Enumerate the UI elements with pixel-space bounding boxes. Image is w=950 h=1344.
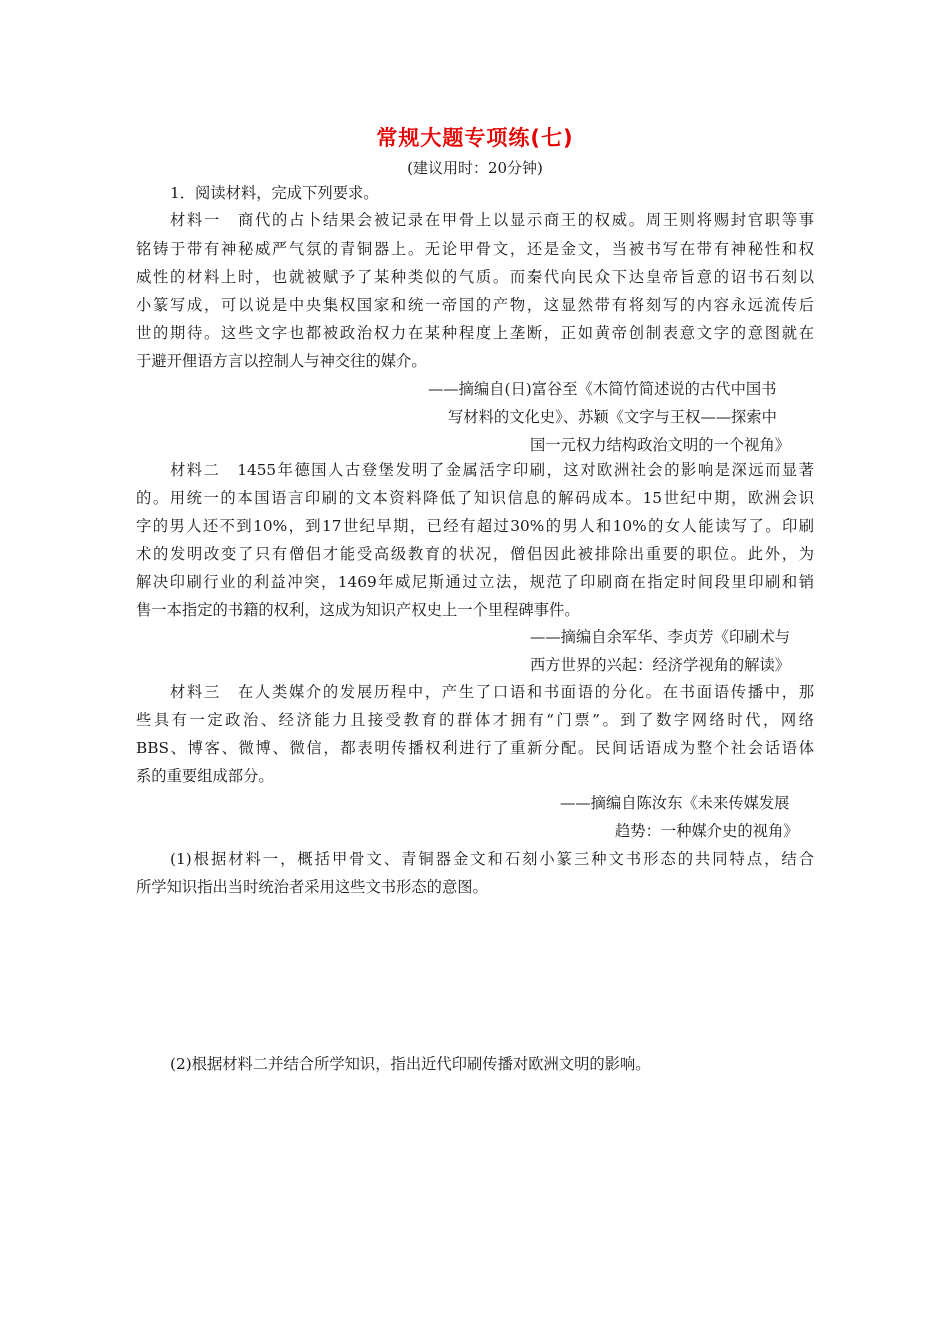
material1-line: 小篆写成，可以说是中央集权国家和统一帝国的产物，这显然带有将刻写的内容永远流传后 — [136, 296, 814, 314]
material1-source: ——摘编自(日)富谷至《木简竹简述说的古代中国书 — [428, 380, 777, 398]
material3-line: 些具有一定政治、经济能力且接受教育的群体才拥有“门票”。到了数字网络时代，网络 — [136, 711, 814, 729]
material2-line: 术的发明改变了只有僧侣才能受高级教育的状况，僧侣因此被排除出重要的职位。此外，为 — [136, 545, 814, 563]
material3-line: BBS、博客、微博、微信，都表明传播权利进行了重新分配。民间话语成为整个社会话语体 — [136, 739, 814, 757]
material3-source: 趋势：一种媒介史的视角》 — [615, 822, 799, 840]
question-2: (2)根据材料二并结合所学知识，指出近代印刷传播对欧洲文明的影响。 — [170, 1055, 651, 1073]
material3-line: 系的重要组成部分。 — [136, 767, 274, 785]
material3-source: ——摘编自陈汝东《未来传媒发展 — [560, 794, 790, 812]
material1-source: 国一元权力结构政治文明的一个视角》 — [530, 436, 791, 454]
material2-line: 解决印刷行业的利益冲突，1469年威尼斯通过立法，规范了印刷商在指定时间段里印刷和销 — [136, 573, 814, 591]
material1-line: 材料一 商代的占卜结果会被记录在甲骨上以显示商王的权威。周王则将赐封官职等事 — [170, 211, 814, 229]
material1-line: 铭铸于带有神秘威严气氛的青铜器上。无论甲骨文，还是金文，当被书写在带有神秘性和权 — [136, 240, 814, 258]
material3-line: 材料三 在人类媒介的发展历程中，产生了口语和书面语的分化。在书面语传播中，那 — [170, 683, 814, 701]
material2-line: 的。用统一的本国语言印刷的文本资料降低了知识信息的解码成本。15世纪中期，欧洲会识 — [136, 489, 814, 507]
material1-line: 于避开俚语方言以控制人与神交往的媒介。 — [136, 352, 427, 370]
question-1: 所学知识指出当时统治者采用这些文书形态的意图。 — [136, 878, 488, 896]
question-header: 1．阅读材料，完成下列要求。 — [170, 184, 379, 202]
material2-line: 字的男人还不到10%，到17世纪早期，已经有超过30%的男人和10%的女人能读写了。印刷 — [136, 517, 814, 535]
material2-line: 售一本指定的书籍的权利，这成为知识产权史上一个里程碑事件。 — [136, 601, 580, 619]
page-subtitle: (建议用时：20分钟) — [407, 159, 543, 177]
page-title: 常规大题专项练(七) — [376, 126, 574, 150]
material1-line: 威性的材料上时，也就被赋予了某种类似的气质。而秦代向民众下达皇帝旨意的诏书石刻以 — [136, 268, 814, 286]
question-1: (1)根据材料一，概括甲骨文、青铜器金文和石刻小篆三种文书形态的共同特点，结合 — [170, 850, 814, 868]
material2-source: ——摘编自余军华、李贞芳《印刷术与 — [530, 628, 791, 646]
material1-line: 世的期待。这些文字也都被政治权力在某种程度上垄断，正如黄帝创制表意文字的意图就在 — [136, 324, 814, 342]
material2-line: 材料二 1455年德国人古登堡发明了金属活字印刷，这对欧洲社会的影响是深远而显著 — [170, 461, 814, 479]
material2-source: 西方世界的兴起：经济学视角的解读》 — [530, 656, 791, 674]
material1-source: 写材料的文化史》、苏颖《文字与王权——探索中 — [448, 408, 777, 426]
